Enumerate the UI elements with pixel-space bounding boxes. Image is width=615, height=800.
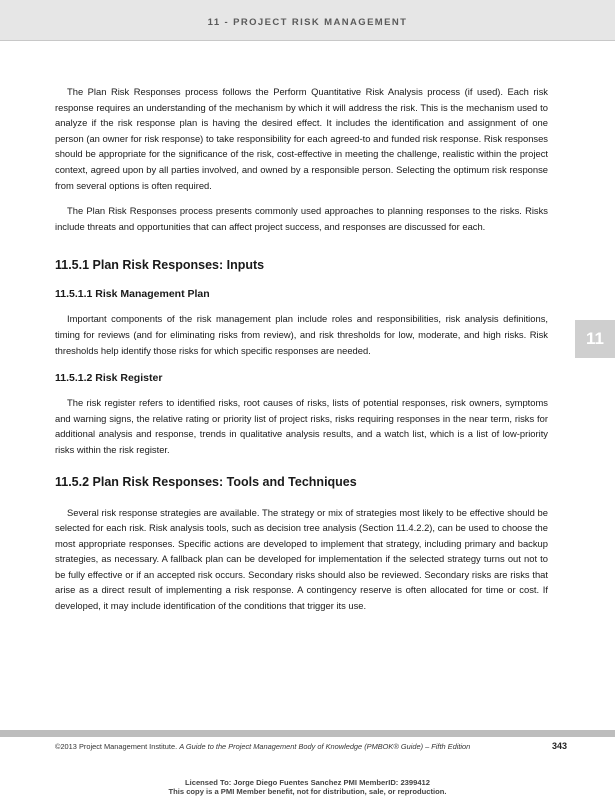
page-number: 343: [551, 741, 567, 751]
page-content: [55, 84, 548, 624]
intro-paragraph-1: The Plan Risk Responses process follows the Perform Quantitative Risk Analysis process (if used). Each risk response requires an understanding of the mechanism by which it will address the risk. This is the mechanism used to analyze if the risk response plan is having the desired effect. It includes the identification and assignment of one person (an owner for risk response) to take responsibility for each agreed-to and funded risk response. Risk responses should be appropriate for the significance of the risk, cost-effective in meeting the challenge, realistic within the project context, agreed upon by all parties involved, and owned by a responsible person. Selecting the optimum risk response from several options is often required.: [55, 86, 548, 191]
license-line-2: This copy is a PMI Member benefit, not for distribution, sale, or reproduction.: [168, 787, 447, 796]
section-heading-inputs: 11.5.1 Plan Risk Responses: Inputs: [55, 258, 265, 273]
risk-register-paragraph: The risk register refers to identified risks, root causes of risks, lists of potential responses, risk owners, symptoms and warning signs, the relative rating or priority list of project risks, risks requiring responses in the near term, risks for additional analysis and response, trends in qualitative analysis results, and a watch list, which is a list of low-priority risks within the risk register.: [55, 397, 548, 455]
subsection-heading-risk-management-plan: 11.5.1.1 Risk Management Plan: [55, 288, 210, 301]
section-heading-tools: 11.5.2 Plan Risk Responses: Tools and Techniques: [55, 474, 357, 489]
risk-management-plan-paragraph: Important components of the risk management plan include roles and responsibilities, risk analysis definitions, timing for reviews (and for eliminating risks from review), and risk thresholds for low, moderate, and high risks. Risk thresholds help identify those risks for which specific responses are needed.: [55, 313, 548, 356]
license-line-1: Licensed To: Jorge Diego Fuentes Sanchez PMI MemberID: 2399412: [184, 778, 431, 787]
license-notice: [0, 778, 615, 796]
copyright-text: ©2013 Project Management Institute.: [55, 742, 178, 751]
chapter-tab: 11: [575, 320, 615, 358]
running-header: [0, 0, 615, 41]
footer-citation: [55, 742, 470, 751]
chapter-title: 11 - PROJECT RISK MANAGEMENT: [207, 17, 408, 28]
tools-paragraph: Several risk response strategies are available. The strategy or mix of strategies most likely to be effective should be selected for each risk. Risk analysis tools, such as decision tree analysis (Section 11.4.2.2), can be used to choose the most appropriate responses. Specific actions are developed to implement that strategy, including primary and backup strategies, as necessary. A fallback plan can be developed for implementation if the selected strategy turns out not to be fully effective or if an accepted risk occurs. Secondary risks should also be reviewed. Secondary risks are risks that arise as a direct result of implementing a risk response. A contingency reserve is often allocated for time or cost. If developed, it may include identification of the conditions that trigger its use.: [55, 506, 548, 612]
book-title: A Guide to the Project Management Body of Knowledge (PMBOK® Guide) – Fifth Edition: [179, 742, 471, 751]
intro-paragraph-2: The Plan Risk Responses process presents commonly used approaches to planning responses to the risks. Risks include threats and opportunities that can affect project success, and responses are discussed for each.: [55, 205, 548, 232]
footer-rule: [0, 730, 615, 737]
subsection-heading-risk-register: 11.5.1.2 Risk Register: [55, 372, 163, 385]
